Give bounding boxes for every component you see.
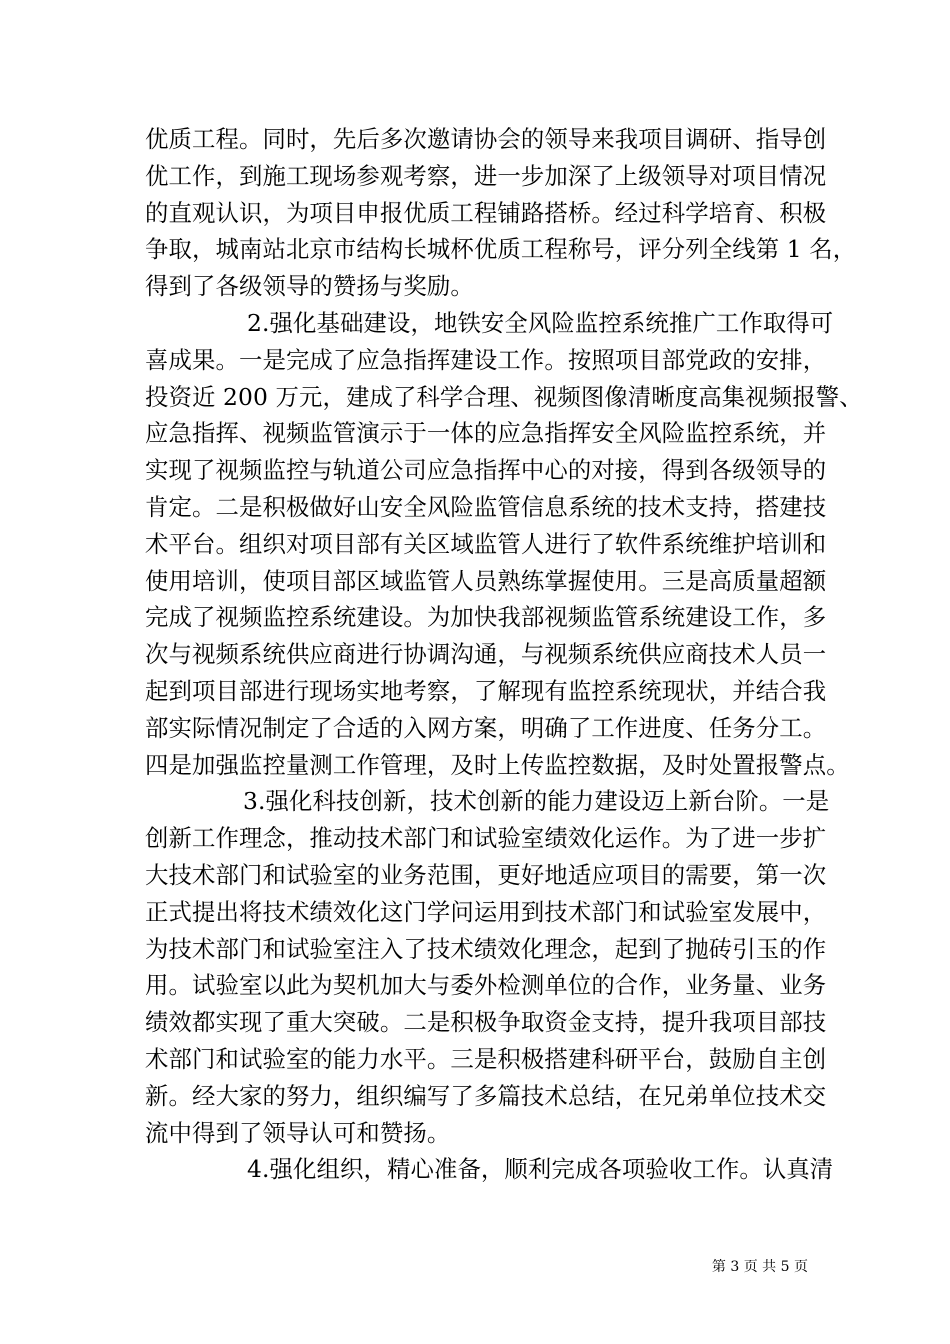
text-line: 的直观认识，为项目申报优质工程铺路搭桥。经过科学培育、积极 [145, 198, 827, 227]
text-line: 正式提出将技术绩效化这门学问运用到技术部门和试验室发展中， [145, 897, 827, 926]
text-line: 术部门和试验室的能力水平。三是积极搭建科研平台，鼓励自主创 [145, 1045, 827, 1073]
page-number-footer: 第 3 页 共 5 页 [711, 1259, 808, 1275]
text-line: 肯定。二是积极做好山安全风险监管信息系统的技术支持，搭建技 [145, 493, 827, 521]
text-line: 争取，城南站北京市结构长城杯优质工程称号，评分列全线第 1 名， [145, 235, 857, 264]
text-line: 部实际情况制定了合适的入网方案，明确了工作进度、任务分工。 [145, 713, 827, 742]
text-line: 使用培训，使项目部区域监管人员熟练掌握使用。三是高质量超额 [145, 566, 827, 595]
text-line: 为技术部门和试验室注入了技术绩效化理念，起到了抛砖引玉的作 [145, 934, 827, 963]
text-line: 3.强化科技创新，技术创新的能力建设迈上新台阶。一是 [243, 787, 830, 816]
text-line: 应急指挥、视频监管演示于一体的应急指挥安全风险监控系统，并 [145, 419, 827, 448]
text-line: 投资近 200 万元，建成了科学合理、视频图像清晰度高集视频报警、 [145, 382, 863, 411]
text-line: 4.强化组织，精心准备，顺利完成各项验收工作。认真清 [247, 1155, 834, 1184]
text-line: 术平台。组织对项目部有关区域监管人进行了软件系统维护培训和 [145, 529, 827, 558]
text-line: 得到了各级领导的赞扬与奖励。 [145, 272, 474, 301]
text-line: 2.强化基础建设，地铁安全风险监控系统推广工作取得可 [247, 309, 834, 337]
text-line: 优工作，到施工现场参观考察，进一步加深了上级领导对项目情况 [145, 161, 827, 190]
text-line: 优质工程。同时，先后多次邀请协会的领导来我项目调研、指导创 [145, 125, 827, 153]
text-line: 喜成果。一是完成了应急指挥建设工作。按照项目部党政的安排， [145, 345, 827, 374]
text-line: 绩效都实现了重大突破。二是积极争取资金支持，提升我项目部技 [145, 1008, 827, 1037]
text-line: 起到项目部进行现场实地考察，了解现有监控系统现状，并结合我 [145, 677, 827, 705]
text-line: 大技术部门和试验室的业务范围，更好地适应项目的需要，第一次 [145, 861, 827, 889]
text-line: 实现了视频监控与轨道公司应急指挥中心的对接，得到各级领导的 [145, 456, 827, 485]
text-line: 四是加强监控量测工作管理，及时上传监控数据，及时处置报警点。 [145, 750, 850, 779]
text-line: 用。试验室以此为契机加大与委外检测单位的合作，业务量、业务 [145, 971, 827, 1000]
text-line: 创新工作理念，推动技术部门和试验室绩效化运作。为了进一步扩 [145, 824, 827, 853]
text-line: 流中得到了领导认可和赞扬。 [145, 1118, 451, 1147]
text-line: 次与视频系统供应商进行协调沟通，与视频系统供应商技术人员一 [145, 640, 827, 669]
text-line: 完成了视频监控系统建设。为加快我部视频监管系统建设工作，多 [145, 603, 827, 632]
text-line: 新。经大家的努力，组织编写了多篇技术总结，在兄弟单位技术交 [145, 1081, 827, 1110]
